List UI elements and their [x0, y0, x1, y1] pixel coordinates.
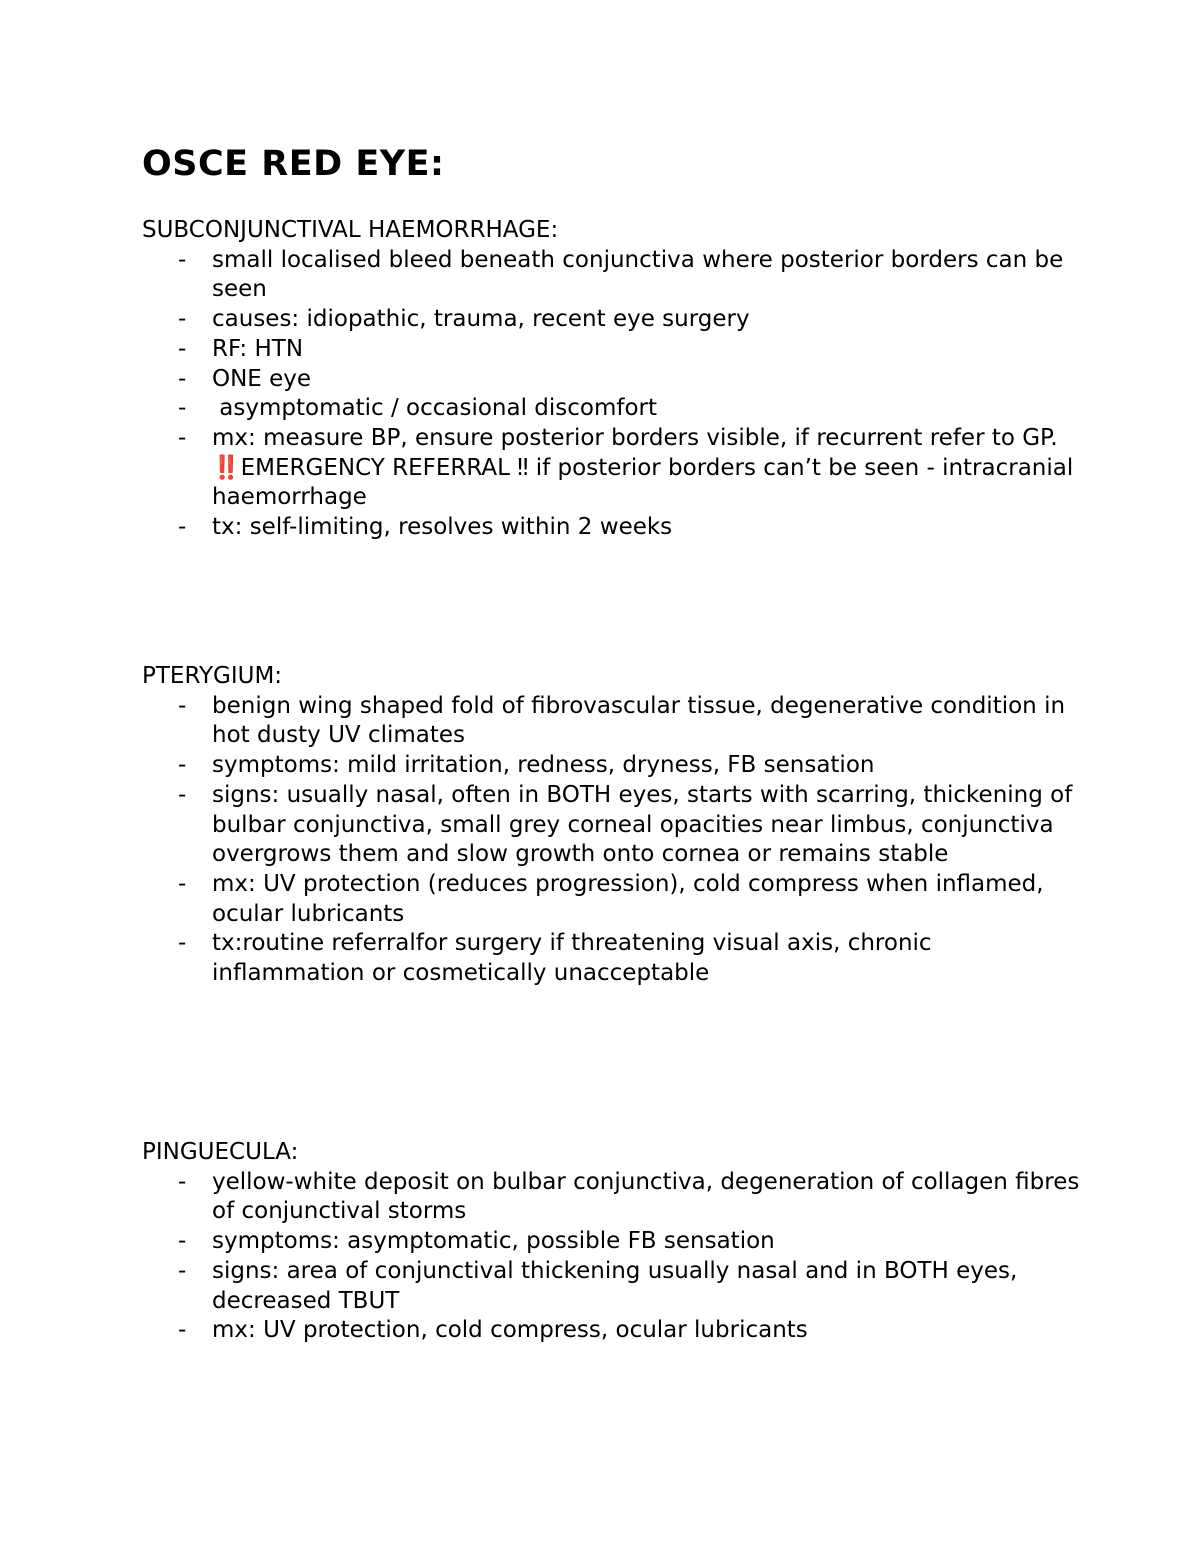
list-item-text: asymptomatic / occasional discomfort	[212, 395, 658, 422]
section-heading: SUBCONJUNCTIVAL HAEMORRHAGE:	[142, 217, 559, 243]
list-item	[142, 513, 1082, 543]
list-item-text: yellow-white deposit on bulbar conjunctiva, degeneration of collagen fibres of conjunctival storms	[212, 1168, 1080, 1225]
list-item	[142, 929, 1082, 988]
bullet-dash: -	[178, 246, 187, 273]
bullet-dash: -	[178, 1228, 187, 1255]
section-pterygium	[142, 662, 1082, 989]
section-subconjunctival-haemorrhage	[142, 216, 1082, 543]
bullet-dash: -	[178, 335, 187, 362]
section-pinguecula	[142, 1138, 1082, 1346]
list-item	[142, 365, 1082, 395]
list-item	[142, 335, 1082, 365]
bullet-dash: -	[178, 752, 187, 779]
list-item	[142, 870, 1082, 929]
bullet-dash: -	[178, 1168, 187, 1195]
list-item	[142, 1257, 1082, 1316]
bullet-dash: -	[178, 1317, 187, 1344]
bullet-dash: -	[178, 395, 187, 422]
list-item-text: benign wing shaped fold of fibrovascular tissue, degenerative condition in hot dusty UV climates	[212, 692, 1066, 749]
list-item	[142, 246, 1082, 305]
list-item	[142, 394, 1082, 424]
bullet-dash: -	[178, 424, 187, 451]
list-item	[142, 692, 1082, 751]
bullet-dash: -	[178, 365, 187, 392]
list-item-text: tx: self-limiting, resolves within 2 weeks	[212, 514, 673, 541]
section-heading: PINGUECULA:	[142, 1139, 299, 1165]
bullet-list	[142, 246, 1082, 543]
list-item-text: symptoms: mild irritation, redness, dryness, FB sensation	[212, 752, 875, 779]
bullet-dash: -	[178, 1257, 187, 1284]
list-item	[142, 1316, 1082, 1346]
list-item-text: mx: UV protection (reduces progression), cold compress when inflamed, ocular lubricants	[212, 870, 1044, 927]
list-item-text: symptoms: asymptomatic, possible FB sensation	[212, 1228, 775, 1255]
list-item	[142, 781, 1082, 870]
list-item-text: mx: measure BP, ensure posterior borders visible, if recurrent refer to GP. ‼️EMERGENCY REFERRAL ️‼ if posterior borders can’t be seen - intracranial haemorrhage	[212, 424, 1074, 511]
list-item-text: ONE eye	[212, 365, 312, 392]
list-item-text: small localised bleed beneath conjunctiva where posterior borders can be seen	[212, 246, 1064, 303]
list-item-text: signs: area of conjunctival thickening usually nasal and in BOTH eyes, decreased TBUT	[212, 1257, 1018, 1314]
list-item-text: mx: UV protection, cold compress, ocular lubricants	[212, 1317, 808, 1344]
list-item	[142, 751, 1082, 781]
list-item-text: tx:️routine referral️for surgery if threatening visual axis, chronic inflammation or cosmetically unacceptable	[212, 930, 932, 987]
bullet-list	[142, 1168, 1082, 1346]
list-item-text: signs: usually nasal, often in BOTH eyes, starts with scarring, thickening of bulbar conjunctiva, small grey corneal opacities near limbus, conjunctiva overgrows them and slow growth onto cornea or remains stable	[212, 781, 1073, 868]
list-item	[142, 305, 1082, 335]
list-item	[142, 1227, 1082, 1257]
bullet-dash: -	[178, 870, 187, 897]
section-heading: PTERYGIUM:	[142, 663, 283, 689]
bullet-dash: -	[178, 306, 187, 333]
bullet-list	[142, 692, 1082, 989]
document-title: OSCE RED EYE:	[142, 144, 445, 184]
list-item	[142, 424, 1082, 513]
list-item	[142, 1168, 1082, 1227]
list-item-text: causes: idiopathic, trauma, recent eye surgery	[212, 306, 750, 333]
bullet-dash: -	[178, 930, 187, 957]
bullet-dash: -	[178, 781, 187, 808]
bullet-dash: -	[178, 692, 187, 719]
bullet-dash: -	[178, 514, 187, 541]
list-item-text: RF: HTN	[212, 335, 304, 362]
